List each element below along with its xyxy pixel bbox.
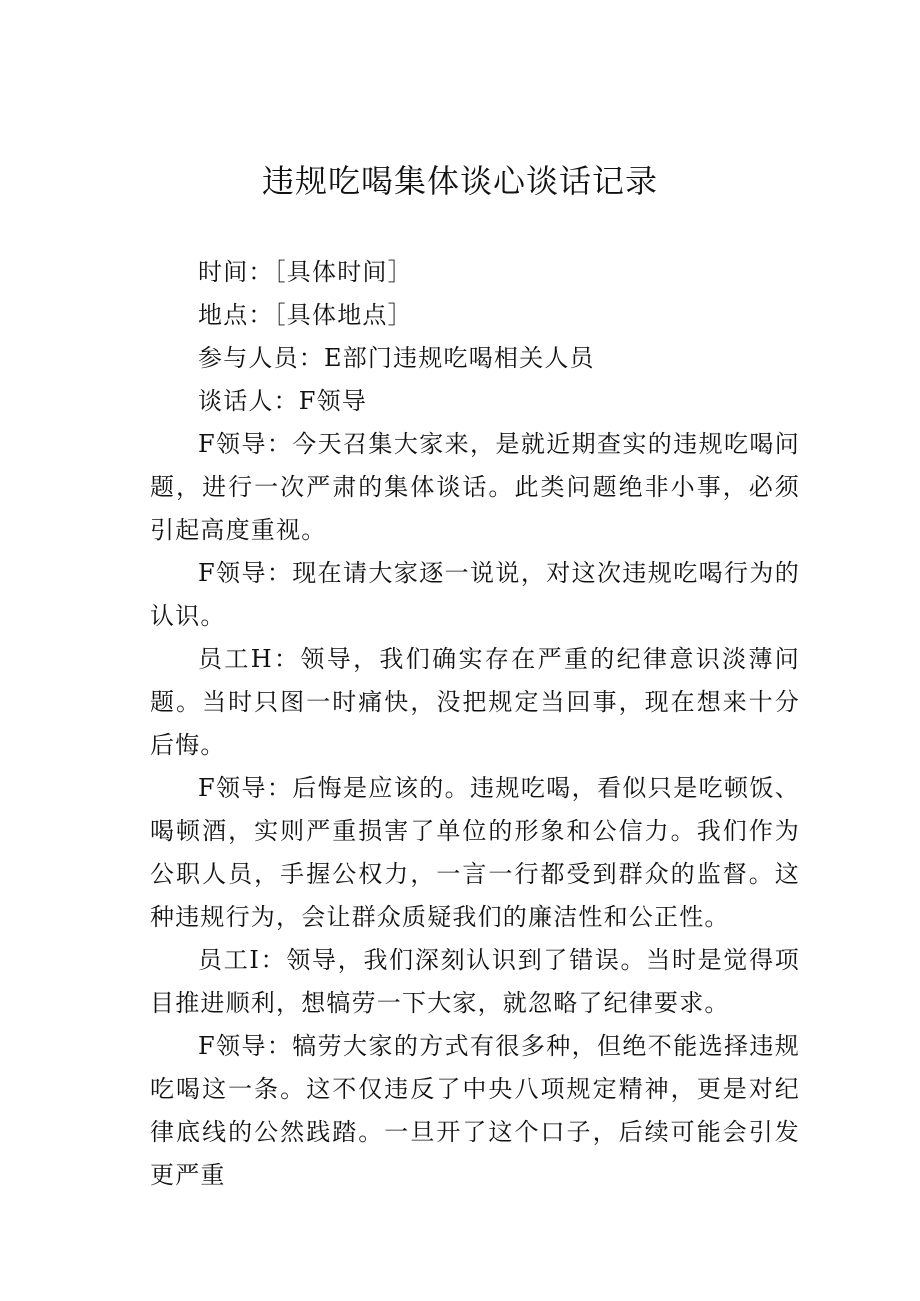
dialogue-paragraph: F领导：现在请大家逐一说说，对这次违规吃喝行为的认识。 <box>150 559 800 630</box>
dialogue-paragraph: F领导：后悔是应该的。违规吃喝，看似只是吃顿饭、喝顿酒，实则严重损害了单位的形象和公信力。我们作为公职人员，手握公权力，一言一行都受到群众的监督。这种违规行为，会让群众质疑我们的廉洁性和公正性。 <box>150 774 800 931</box>
dialogue-paragraph: F领导：犒劳大家的方式有很多种，但绝不能选择违规吃喝这一条。这不仅违反了中央八项规定精神，更是对纪律底线的公然践踏。一旦开了这个口子，后续可能会引发更严重 <box>150 1032 800 1189</box>
dialogue-paragraph: 员工H：领导，我们确实存在严重的纪律意识淡薄问题。当时只图一时痛快，没把规定当回事，现在想来十分后悔。 <box>150 645 800 759</box>
meta-interviewer: 谈话人：F领导 <box>198 387 368 415</box>
meta-participants: 参与人员：E部门违规吃喝相关人员 <box>198 344 595 372</box>
document-title: 违规吃喝集体谈心谈话记录 <box>261 162 658 200</box>
meta-location: 地点：［具体地点］ <box>198 301 413 329</box>
document-body <box>150 251 800 1197</box>
dialogue-paragraph: 员工I：领导，我们深刻认识到了错误。当时是觉得项目推进顺利，想犒劳一下大家，就忽略了纪律要求。 <box>150 946 800 1017</box>
dialogue-paragraph: F领导：今天召集大家来，是就近期查实的违规吃喝问题，进行一次严肃的集体谈话。此类问题绝非小事，必须引起高度重视。 <box>150 430 800 544</box>
meta-time: 时间：［具体时间］ <box>198 258 413 286</box>
